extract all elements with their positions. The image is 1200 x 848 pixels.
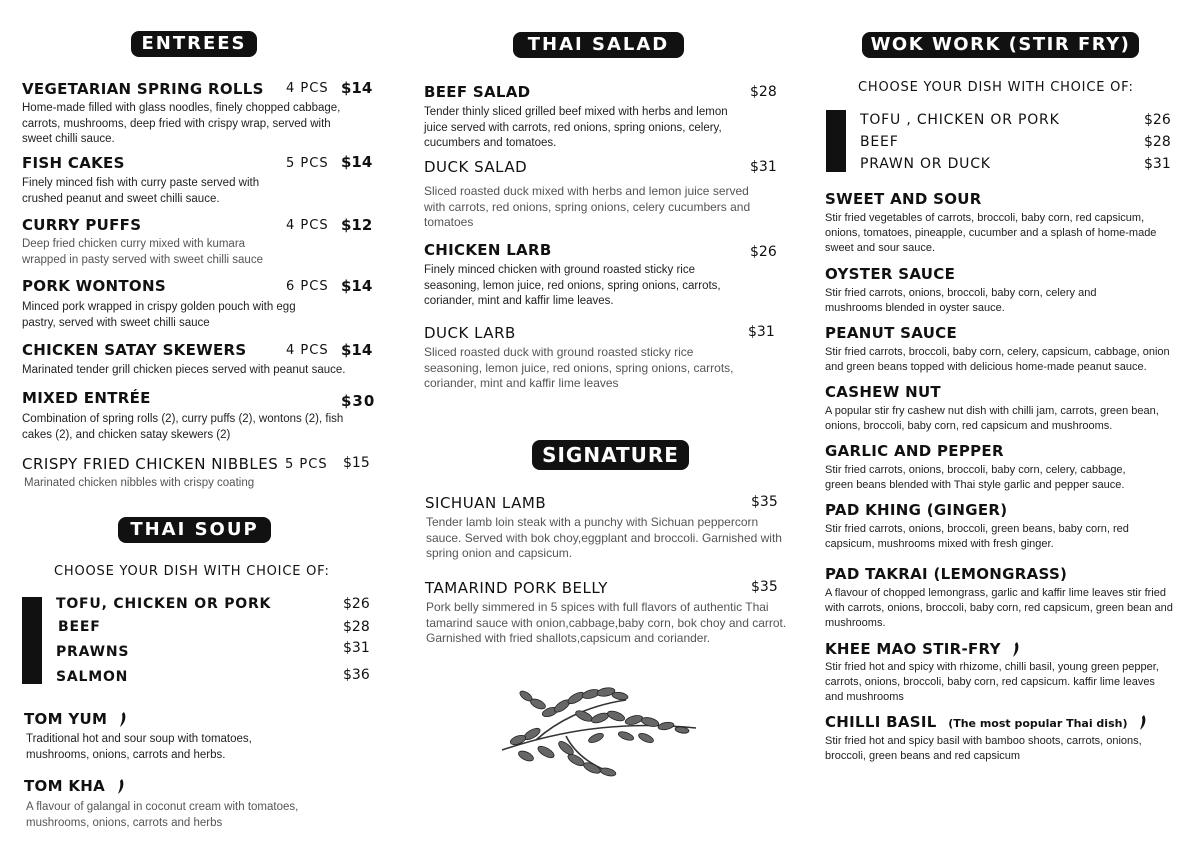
signature-desc: Pork belly simmered in 5 spices with full flavors of authentic Thai tamarind sauce with onion,cabbage,baby corn, bok choy and carrot. Garnished with fried shallots,capsicum and coriander. bbox=[426, 600, 787, 645]
salad-price: $31 bbox=[750, 159, 777, 175]
wok-item-name: PAD TAKRAI (LEMONGRASS) bbox=[825, 565, 1068, 583]
wok-item-name bbox=[825, 640, 1020, 658]
salad-desc: Sliced roasted duck mixed with herbs and lemon juice served with carrots, red onions, spring onions, celery cucumbers and tomatoes bbox=[424, 184, 751, 229]
wok-item-name: PEANUT SAUCE bbox=[825, 324, 958, 342]
entree-desc: Minced pork wrapped in crispy golden pouch with egg pastry, served with sweet chilli sauce bbox=[22, 301, 296, 329]
entree-price: $14 bbox=[341, 153, 373, 171]
wok-item-desc: Stir fried carrots, onions, broccoli, green beans, baby corn, red capsicum, mushrooms mixed with fresh ginger. bbox=[825, 523, 1129, 550]
wok-item-name: GARLIC AND PEPPER bbox=[825, 442, 1004, 460]
entree-desc: Combination of spring rolls (2), curry puffs (2), wontons (2), fish cakes (2), and chicken satay skewers (2) bbox=[22, 413, 344, 441]
salad-price: $28 bbox=[750, 84, 777, 100]
entree-qty: 4 PCS bbox=[286, 81, 329, 96]
wok-item-label: CHILLI BASIL bbox=[825, 713, 937, 731]
entree-price: $14 bbox=[341, 79, 373, 97]
entree-price: $14 bbox=[341, 341, 373, 359]
wok-item-name: SWEET AND SOUR bbox=[825, 190, 982, 208]
wok-item-desc: Stir fried carrots, onions, broccoli, baby corn, celery and mushrooms blended in oyster sauce. bbox=[825, 287, 1097, 314]
signature-price: $35 bbox=[751, 579, 778, 595]
chili-icon bbox=[1139, 715, 1147, 731]
entree-qty: 6 PCS bbox=[286, 279, 329, 294]
entree-name: PORK WONTONS bbox=[22, 277, 166, 295]
chili-icon bbox=[1012, 642, 1020, 658]
salad-name: DUCK LARB bbox=[424, 324, 516, 342]
entree-desc: Marinated chicken nibbles with crispy coating bbox=[24, 477, 255, 489]
soup-option-name: TOFU, CHICKEN OR PORK bbox=[56, 596, 272, 612]
soup-option-price: $36 bbox=[343, 667, 370, 683]
salad-name: CHICKEN LARB bbox=[424, 241, 552, 259]
wok-choose-text: CHOOSE YOUR DISH WITH CHOICE OF: bbox=[858, 80, 1134, 95]
soup-item-desc: A flavour of galangal in coconut cream with tomatoes, mushrooms, onions, carrots and herbs bbox=[26, 801, 299, 829]
entree-desc: Deep fried chicken curry mixed with kumara wrapped in pasty served with sweet chilli sauce bbox=[22, 238, 263, 266]
chili-icon bbox=[117, 779, 125, 795]
soup-item-name bbox=[24, 777, 125, 795]
entree-qty: 4 PCS bbox=[286, 218, 329, 233]
salad-desc: Tender thinly sliced grilled beef mixed with herbs and lemon juice served with carrots, red onions, spring onions, celery, cucumbers and tomatoes. bbox=[424, 106, 728, 149]
wok-item-desc: A flavour of chopped lemongrass, garlic and kaffir lime leaves stir fried with carrots, onions, broccoli, baby corn, red capsicum, green bean and mushrooms. bbox=[825, 587, 1173, 629]
entree-name: CURRY PUFFS bbox=[22, 216, 142, 234]
wok-item-desc: Stir fried carrots, onions, broccoli, baby corn, celery, cabbage, green beans blended with Thai style garlic and pepper sauce. bbox=[825, 464, 1126, 491]
entree-name: CRISPY FRIED CHICKEN NIBBLES bbox=[22, 455, 279, 473]
wok-item-name: CASHEW NUT bbox=[825, 383, 941, 401]
soup-option-price: $26 bbox=[343, 596, 370, 612]
entree-price: $15 bbox=[343, 455, 370, 471]
entree-desc: Finely minced fish with curry paste served with crushed peanut and sweet chilli sauce. bbox=[22, 177, 260, 205]
salad-desc: Sliced roasted duck with ground roasted sticky rice seasoning, lemon juice, red onions, spring onions, carrots, coriander, mint and kaffir lime leaves bbox=[424, 345, 734, 390]
salad-name: DUCK SALAD bbox=[424, 158, 528, 176]
soup-option-name: PRAWNS bbox=[56, 644, 130, 660]
entree-name: FISH CAKES bbox=[22, 154, 125, 172]
soup-item-name bbox=[24, 710, 127, 728]
soup-options-bar bbox=[22, 597, 42, 684]
thai-salad-heading: THAI SALAD bbox=[513, 32, 684, 58]
thai-soup-heading: THAI SOUP bbox=[118, 517, 271, 543]
wok-option-name: TOFU , CHICKEN OR PORK bbox=[860, 112, 1060, 128]
soup-item-label: TOM YUM bbox=[24, 710, 108, 728]
wok-item-label: KHEE MAO STIR-FRY bbox=[825, 640, 1001, 658]
entree-name: MIXED ENTRÉE bbox=[22, 389, 151, 407]
wok-item-desc: Stir fried carrots, broccoli, baby corn, celery, capsicum, cabbage, onion and green beans topped with delicious home-made peanut sauce. bbox=[825, 346, 1170, 373]
herb-sprig-icon bbox=[496, 676, 702, 780]
wok-options-bar bbox=[826, 110, 846, 172]
entree-name: CHICKEN SATAY SKEWERS bbox=[22, 341, 247, 359]
salad-name: BEEF SALAD bbox=[424, 83, 531, 101]
wok-option-price: $28 bbox=[1144, 134, 1171, 150]
entree-qty: 5 PCS bbox=[285, 457, 328, 472]
wok-option-name: BEEF bbox=[860, 134, 899, 150]
wok-item-name bbox=[825, 713, 1147, 731]
entree-desc: Home-made filled with glass noodles, finely chopped cabbage, carrots, mushrooms, deep fried with crispy wrap, served with sweet chilli sauce. bbox=[22, 102, 341, 145]
wok-item-desc: A popular stir fry cashew nut dish with chilli jam, carrots, green bean, onions, broccoli, baby corn, red capsicum and mushrooms. bbox=[825, 405, 1159, 432]
entree-name: VEGETARIAN SPRING ROLLS bbox=[22, 80, 264, 98]
wok-option-price: $26 bbox=[1144, 112, 1171, 128]
soup-choose-text: CHOOSE YOUR DISH WITH CHOICE OF: bbox=[54, 564, 330, 579]
soup-option-price: $31 bbox=[343, 640, 370, 656]
wok-item-desc: Stir fried vegetables of carrots, broccoli, baby corn, red capsicum, onions, tomatoes, pineapple, cucumber and a splash of home-made sweet and sour sauce. bbox=[825, 212, 1157, 254]
salad-price: $26 bbox=[750, 244, 777, 260]
soup-option-name: BEEF bbox=[58, 619, 101, 635]
soup-item-desc: Traditional hot and sour soup with tomatoes, mushrooms, onions, carrots and herbs. bbox=[26, 733, 252, 761]
entree-qty: 4 PCS bbox=[286, 343, 329, 358]
entree-qty: 5 PCS bbox=[286, 156, 329, 171]
soup-item-label: TOM KHA bbox=[24, 777, 106, 795]
entree-price: $12 bbox=[341, 216, 373, 234]
salad-desc: Finely minced chicken with ground roasted sticky rice seasoning, lemon juice, red onions, spring onions, carrots, coriander, mint and kaffir lime leaves. bbox=[424, 264, 721, 307]
wok-option-name: PRAWN OR DUCK bbox=[860, 156, 991, 172]
signature-desc: Tender lamb loin steak with a punchy with Sichuan peppercorn sauce. Served with bok choy,eggplant and broccoli. Garnished with spring onion and capsicum. bbox=[426, 515, 782, 560]
salad-price: $31 bbox=[748, 324, 775, 340]
most-popular-note: (The most popular Thai dish) bbox=[948, 717, 1128, 730]
wok-item-name: OYSTER SAUCE bbox=[825, 265, 956, 283]
entree-desc: Marinated tender grill chicken pieces served with peanut sauce. bbox=[22, 364, 346, 376]
entrees-heading: ENTREES bbox=[131, 31, 257, 57]
soup-option-name: SALMON bbox=[56, 669, 129, 685]
wok-work-heading: WOK WORK (STIR FRY) bbox=[862, 32, 1139, 58]
signature-price: $35 bbox=[751, 494, 778, 510]
wok-item-name: PAD KHING (GINGER) bbox=[825, 501, 1008, 519]
entree-price: $14 bbox=[341, 277, 373, 295]
chili-icon bbox=[119, 712, 127, 728]
soup-option-price: $28 bbox=[343, 619, 370, 635]
entree-price: $30 bbox=[341, 392, 376, 410]
wok-item-desc: Stir fried hot and spicy basil with bamboo shoots, carrots, onions, broccoli, green beans and red capsicum bbox=[825, 735, 1142, 762]
wok-option-price: $31 bbox=[1144, 156, 1171, 172]
signature-name: TAMARIND PORK BELLY bbox=[425, 579, 608, 597]
signature-name: SICHUAN LAMB bbox=[425, 494, 547, 512]
signature-heading: SIGNATURE bbox=[532, 440, 689, 470]
wok-item-desc: Stir fried hot and spicy with rhizome, chilli basil, young green pepper, carrots, onions, broccoli, baby corn, red capsicum. kaffir lime leaves and mushrooms bbox=[825, 661, 1159, 703]
